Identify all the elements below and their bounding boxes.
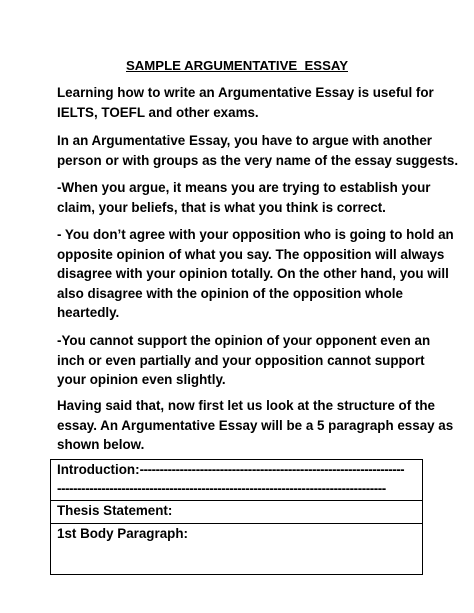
paragraph-line: -You cannot support the opinion of your opponent even an [57,333,431,348]
paragraph-line: Learning how to write an Argumentative Essay is useful for [57,85,434,100]
paragraph-line: - You don’t agree with your opposition who is going to hold an [57,227,454,242]
paragraph-line: opposite opinion of what you say. The opposition will always [57,246,445,262]
paragraph-line: In an Argumentative Essay, you have to argue with another [57,133,433,148]
paragraph-line: heartedly. [57,305,120,320]
paragraph-line: person or with groups as the very name of the essay suggests. [57,152,459,168]
paragraph-line: essay. An Argumentative Essay will be a 5 paragraph essay as [57,417,454,433]
paragraph-argue [57,178,431,217]
document-title: SAMPLE ARGUMENTATIVE ESSAY [125,58,348,73]
table-row-introduction [51,460,422,501]
paragraph-line: also disagree with the opinion of the opposition whole [57,285,403,301]
paragraph-line: IELTS, TOEFL and other exams. [57,104,259,120]
paragraph-line: disagree with your opinion totally. On the other hand, you will [57,266,449,281]
paragraph-intro [57,83,434,122]
body-paragraph-1-label: 1st Body Paragraph: [57,526,188,541]
paragraph-support [57,331,431,390]
table-row-thesis [51,501,422,524]
paragraph-line: claim, your beliefs, that is what you think is correct. [57,199,386,215]
paragraph-line: inch or even partially and your opposition cannot support [57,352,425,368]
paragraph-line: shown below. [57,437,145,452]
paragraph-line: Having said that, now first let us look at the structure of the [57,398,435,413]
paragraph-line: your opinion even slightly. [57,372,226,387]
introduction-dash-line: ---------------------------------------------------------------------------------- [57,481,386,496]
paragraph-opposition [57,225,454,323]
paragraph-definition [57,131,459,170]
introduction-label: Introduction: [57,462,140,477]
introduction-dash-line: ------------------------------------------------------------------ [139,462,405,477]
paragraph-line: -When you argue, it means you are trying to establish your [57,180,431,195]
paragraph-structure [57,396,454,455]
essay-outline-table [50,459,423,575]
table-row-body-1 [51,524,422,574]
thesis-statement-label: Thesis Statement: [57,503,173,518]
